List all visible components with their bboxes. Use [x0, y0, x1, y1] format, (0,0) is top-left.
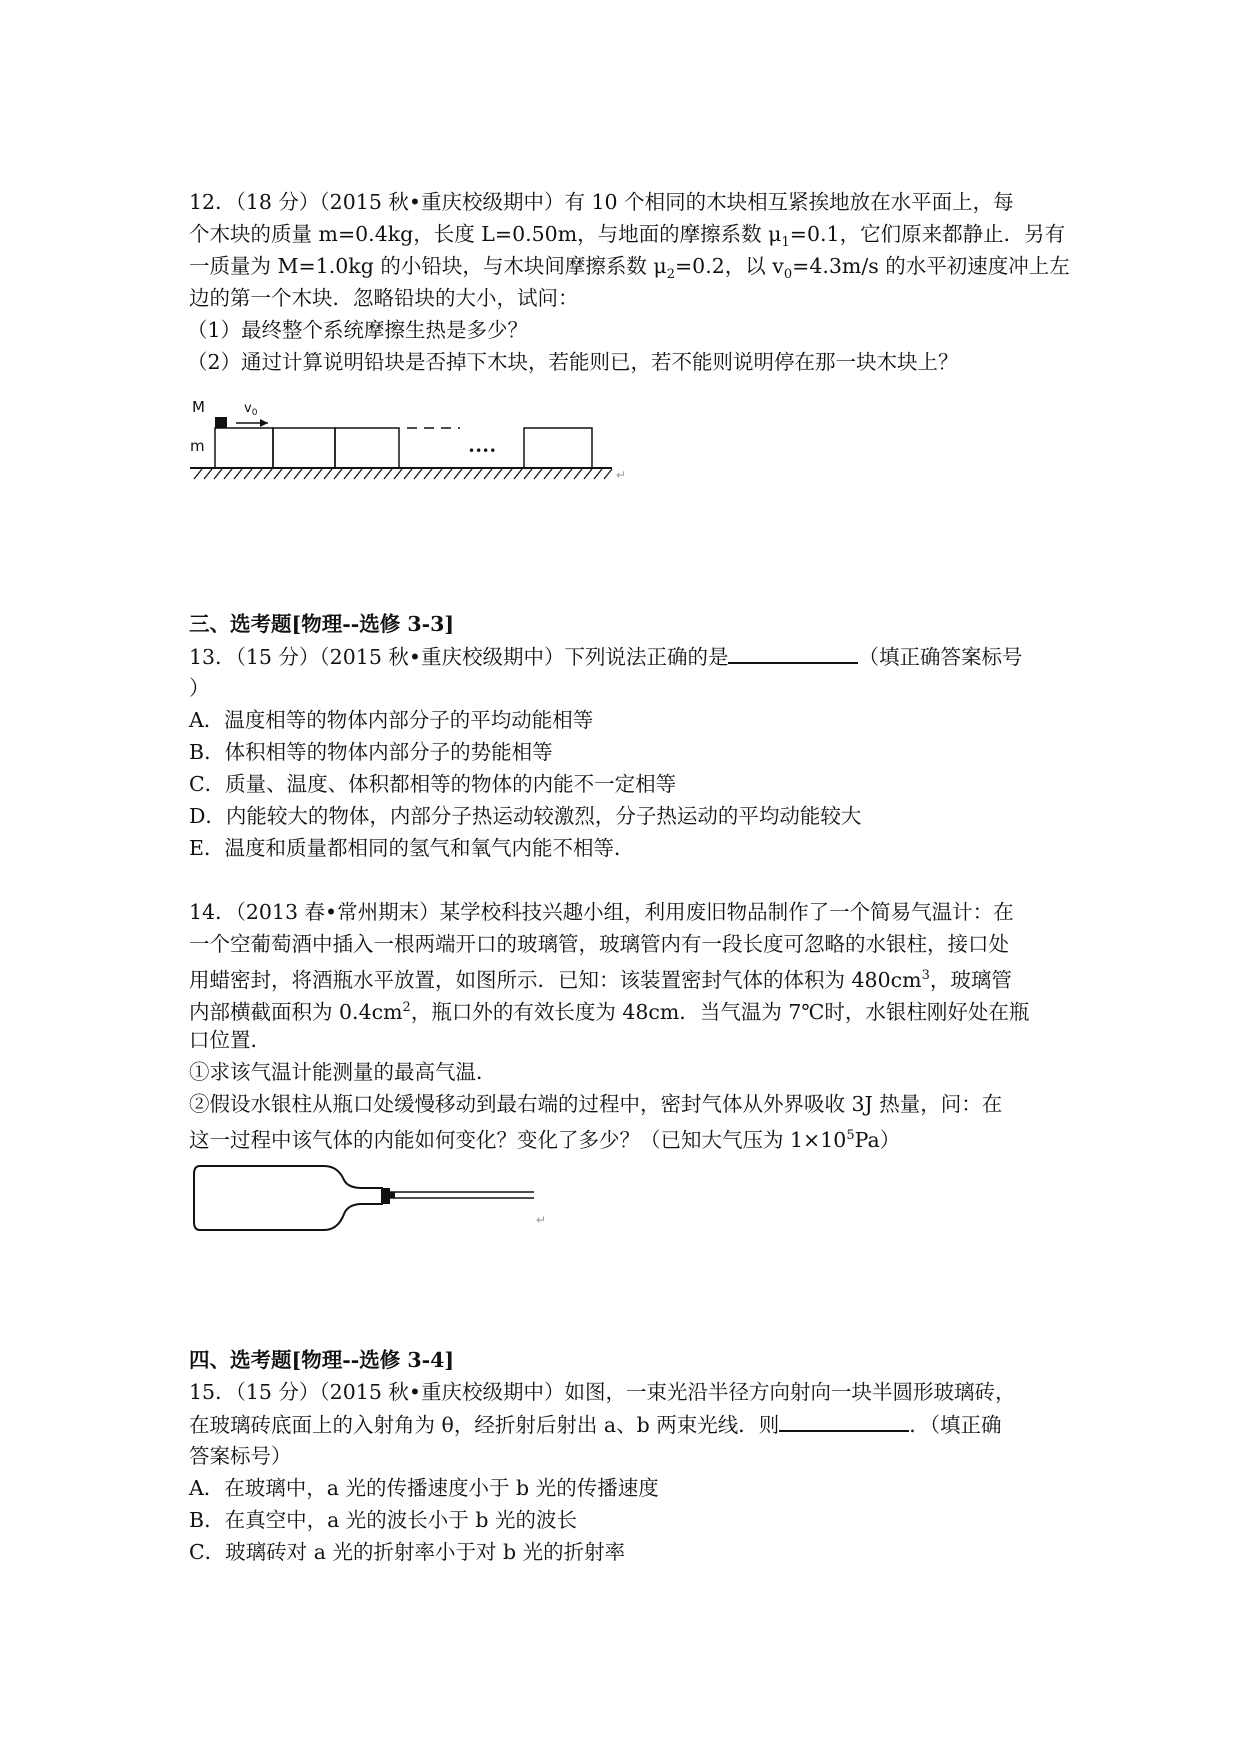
figure-label-m: m — [190, 437, 205, 455]
q12-line-2: 个木块的质量 m=0.4kg，长度 L=0.50m，与地面的摩擦系数 $\mu_1=0.1$，它们原来都静止．另有 — [189, 222, 1066, 251]
q14-line-3: 用蜡密封，将酒瓶水平放置，如图所示．已知：该装置密封气体的体积为 $480cm^3$，玻璃管 — [189, 967, 1012, 992]
wood-block-3 — [335, 428, 399, 468]
q14-line-4: 内部横截面积为 $0.4cm^2$，瓶口外的有效长度为 48cm．当气温为 7℃时，水银柱刚好处在瓶 — [189, 999, 1030, 1024]
q15-option-b: B．在真空中，a 光的波长小于 b 光的波长 — [189, 1508, 577, 1532]
mercury-column — [390, 1192, 395, 1198]
q15-option-a: A．在玻璃中，a 光的传播速度小于 b 光的传播速度 — [189, 1476, 659, 1500]
section-4-heading: 四、选考题[物理--选修 3-4] — [189, 1348, 455, 1372]
figure-label-v0: $v_0$ — [244, 401, 258, 418]
q13-option-d: D．内能较大的物体，内部分子热运动较激烈，分子热运动的平均动能较大 — [189, 804, 862, 828]
return-mark: ↵ — [616, 468, 627, 482]
blocks-figure — [190, 395, 640, 490]
q12-line-1: 12．（18 分）（2015 秋•重庆校级期中）有 10 个相同的木块相互紧挨地放在水平面上，每 — [189, 190, 1014, 214]
lead-block — [215, 417, 227, 428]
q12-line-4: 边的第一个木块．忽略铅块的大小，试问： — [189, 286, 579, 310]
q13-option-a: A．温度相等的物体内部分子的平均动能相等 — [189, 708, 594, 732]
figure-label-M: M — [192, 398, 205, 416]
return-mark: ↵ — [536, 1213, 547, 1227]
wood-block-last — [524, 428, 592, 468]
q13-option-c: C．质量、温度、体积都相等的物体的内能不一定相等 — [189, 772, 677, 796]
bottle-figure — [192, 1160, 552, 1238]
wood-block-1 — [215, 428, 273, 468]
q14-line-2: 一个空葡萄酒中插入一根两端开口的玻璃管，玻璃管内有一段长度可忽略的水银柱，接口处 — [189, 932, 1009, 956]
q12-line-3: 一质量为 M=1.0kg 的小铅块，与木块间摩擦系数 $\mu_2=0.2$，以 $v_0=4.3m/s$ 的水平初速度冲上左 — [189, 254, 1070, 283]
q14-line-1: 14．（2013 春•常州期末）某学校科技兴趣小组，利用废旧物品制作了一个简易气温计：在 — [189, 900, 1014, 924]
q15-line-3: 答案标号） — [189, 1444, 292, 1468]
q13-option-b: B．体积相等的物体内部分子的势能相等 — [189, 740, 553, 764]
figure-ellipsis: •••• — [468, 444, 497, 458]
q14-part-2: ②假设水银柱从瓶口处缓慢移动到最右端的过程中，密封气体从外界吸收 3J 热量，问：在 — [189, 1092, 1003, 1116]
answer-blank[interactable] — [779, 1408, 909, 1432]
answer-blank[interactable] — [728, 640, 858, 664]
ground-hatching — [194, 469, 612, 479]
wood-block-2 — [273, 428, 335, 468]
q15-option-c: C．玻璃砖对 a 光的折射率小于对 b 光的折射率 — [189, 1540, 626, 1564]
q14-part-2-cont: 这一过程中该气体的内能如何变化？变化了多少？（已知大气压为 $1\times 10^5Pa$） — [189, 1127, 901, 1152]
q15-line-2: 在玻璃砖底面上的入射角为 θ，经折射后射出 a、b 两束光线．则 ．（填正确 — [189, 1408, 1001, 1441]
q13-option-e: E．温度和质量都相同的氢气和氧气内能不相等． — [189, 836, 635, 860]
bottle-outline — [194, 1166, 382, 1230]
q14-line-5: 口位置． — [189, 1028, 271, 1052]
q15-line-1: 15．（15 分）（2015 秋•重庆校级期中）如图，一束光沿半径方向射向一块半圆形玻璃砖， — [189, 1380, 1016, 1404]
q14-part-1: ①求该气温计能测量的最高气温． — [189, 1060, 497, 1084]
velocity-arrowhead — [260, 419, 268, 427]
section-3-heading: 三、选考题[物理--选修 3-3] — [189, 612, 455, 636]
q12-part-1: （1）最终整个系统摩擦生热是多少？ — [187, 318, 529, 342]
q12-part-2: （2）通过计算说明铅块是否掉下木块，若能则已，若不能则说明停在那一块木块上？ — [187, 350, 959, 374]
wax-seal — [382, 1188, 390, 1204]
q13-line-1: 13．（15 分）（2015 秋•重庆校级期中）下列说法正确的是 （填正确答案标号 — [189, 640, 1022, 673]
q13-line-2: ） — [189, 676, 210, 700]
